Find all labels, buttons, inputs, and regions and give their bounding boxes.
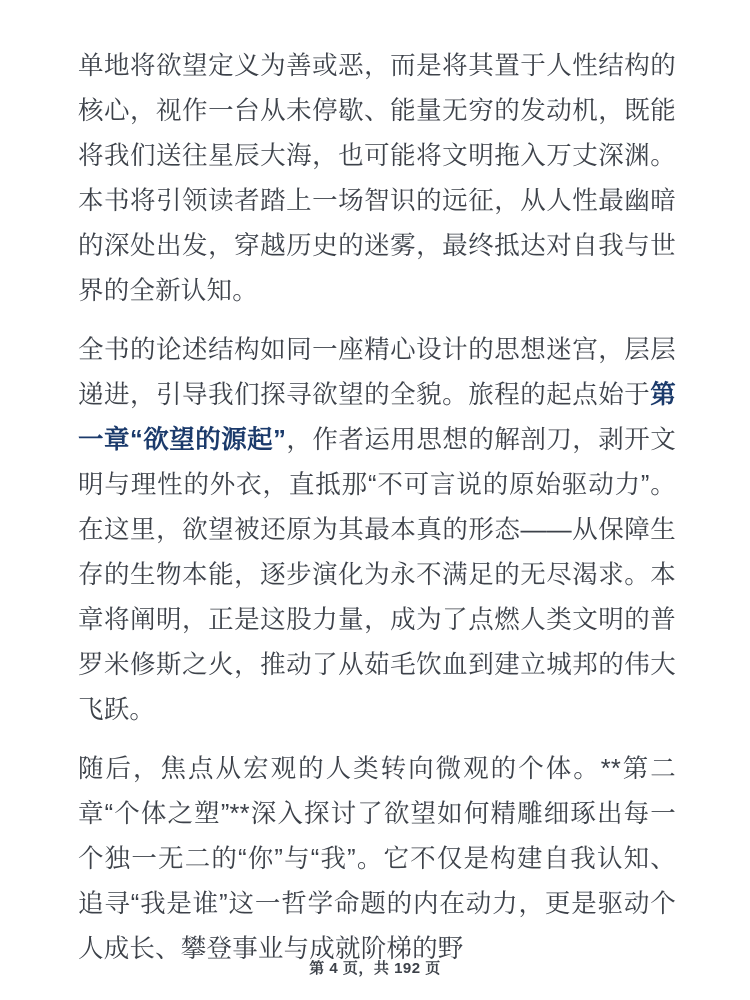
paragraph-3-text: 随后，焦点从宏观的人类转向微观的个体。**第二章“个体之塑”**深入探讨了欲望如何精雕细琢出每一个独一无二的“你”与“我”。它不仅是构建自我认知、追寻“我是谁”这一哲学命题的内在动力，更是驱动个人成长、攀登事业与成就阶梯的野 — [78, 755, 676, 963]
page-footer — [0, 957, 750, 978]
page-number-label: 第 4 页，共 192 页 — [309, 960, 441, 977]
chapter-reference-one: 第一章“欲望的源起” — [78, 381, 676, 454]
paragraph-2 — [78, 328, 676, 733]
paragraph-2-text-part-1: 全书的论述结构如同一座精心设计的思想迷宫，层层递进，引导我们探寻欲望的全貌。旅程的起点始于 — [78, 336, 676, 409]
paragraph-1-text: 单地将欲望定义为善或恶，而是将其置于人性结构的核心，视作一台从未停歇、能量无穷的发动机，既能将我们送往星辰大海，也可能将文明拖入万丈深渊。本书将引领读者踏上一场智识的远征，从人性最幽暗的深处出发，穿越历史的迷雾，最终抵达对自我与世界的全新认知。 — [78, 52, 676, 305]
paragraph-2-text-part-2: ，作者运用思想的解剖刀，剥开文明与理性的外衣，直抵那“不可言说的原始驱动力”。在这里，欲望被还原为其最本真的形态——从保障生存的生物本能，逐步演化为永不满足的无尽渴求。本章将阐明，正是这股力量，成为了点燃人类文明的普罗米修斯之火，推动了从茹毛饮血到建立城邦的伟大飞跃。 — [78, 426, 676, 724]
paragraph-3 — [78, 747, 676, 972]
paragraph-1 — [78, 44, 676, 314]
